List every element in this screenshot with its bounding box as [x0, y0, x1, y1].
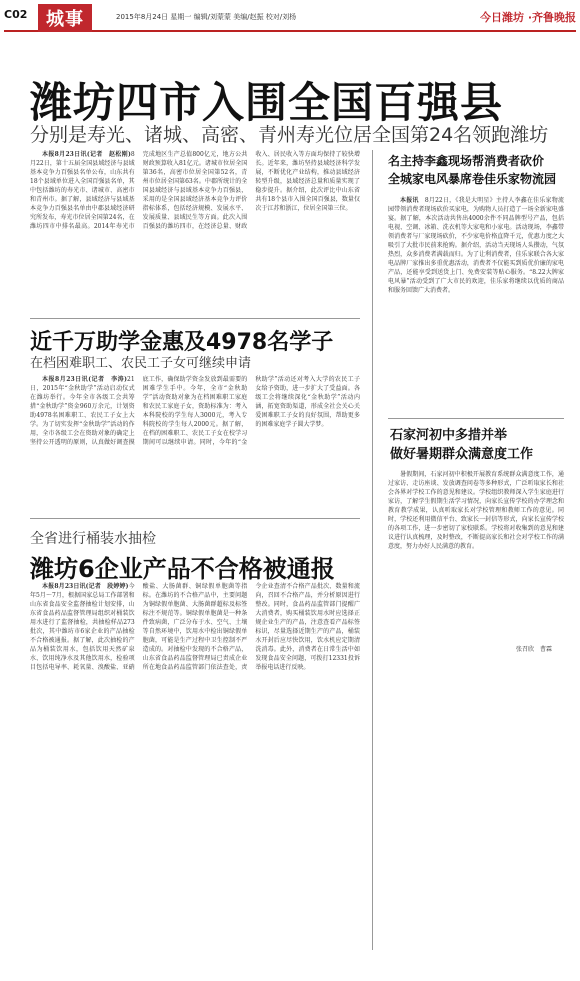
divider [30, 518, 360, 519]
top-story-body: 本报8月23日讯(记者 赵松刚)8月22日，第十五届全国县域经济与县域基本竞争力百强县名单公布，山东共有18个县域单位进入全国百强县名单，其中包括潍坊的寿光市、诸城市、高密市和青州市。据了解，县域经济与县域基本竞争力百强县名单由中郡县域经济研究所发布，寿光市位居全国第24名，在潍坊四市中排名最高。2014年寿光市完成地区生产总值800亿元，地方公共财政预算收入81亿元。诸城市位居全国第36名，高密市位居全国第52名，青州市位居全国第63名。中郡所统计的全国县域经济与县域基本竞争力百强县，采用的是全国县域经济基本竞争力评价指标体系，包括经济规模、发展水平、发展质量、县域民生等方面。此次入围百强县的潍坊四市，在经济总量、财政收入、居民收入等方面均保持了较快增长。近年来，潍坊坚持县域经济科学发展，不断优化产业结构，推动县域经济转型升级，县域经济总量和质量实现了稳步提升。据介绍，此次评比中山东省共有18个县市入围全国百强县，数量仅次于江苏和浙江，位居全国第三位。 [30, 151, 360, 230]
left-story-body: 本报8月23日讯(记者 李涛)21日，2015年“金秋助学”活动启动仪式在潍坊举行。今年全市各级工会共筹措“金秋助学”资金960万余元，计划资助4978名困难职工、农民工子女上大学。为了切实发挥“金秋助学”活动的作用，全市各级工会在资助对象的确定上坚持公开透明的原则，认真做好调查摸底工作，确保助学资金发放到最需要的困难学生手中。今年，全市“金秋助学”活动资助对象为在档困难职工家庭和农民工家庭子女，资助标准为：考入本科院校的学生每人3000元，考入专科院校的学生每人2000元。据了解，在档的困难职工、农民工子女在校学习期间可以继续申请。同时，今年的“金秋助学”活动还对考入大学的农民工子女给予资助，进一步扩大了受益面。各级工会将继续深化“金秋助学”活动内涵，拓宽资助渠道，形成全社会关心关爱困难职工子女的良好氛围，帮助更多的困难家庭学子圆大学梦。 [30, 376, 360, 446]
bottom-kicker: 全省进行桶装水抽检 [30, 531, 156, 547]
right-headline-2: 石家河初中多措并举 [390, 428, 508, 443]
masthead [4, 4, 576, 32]
left-story-byline: 本报8月23日讯(记者 李涛) [42, 376, 128, 383]
bottom-story-body: 本报8月23日讯(记者 段婷婷)今年5月～7月，根据国家总局工作部署和山东省食品安全监督抽检计划安排，山东省食品药品监督管理局组织对桶装饮用水进行了监督抽检，共抽检样品273批次，其中潍坊市6家企业的产品抽检不合格被通报。据了解，此次抽检的产品为桶装饮用水，包括饮用天然矿泉水、饮用纯净水及其他饮用水，检验项目包括电导率、耗氧量、溴酸盐、亚硝酸盐、大肠菌群、铜绿假单胞菌等指标。在潍坊的不合格产品中，主要问题为铜绿假单胞菌、大肠菌群超标及标签标注不规范等。铜绿假单胞菌是一种条件致病菌，广泛分布于水、空气、土壤等自然环境中，饮用水中检出铜绿假单胞菌，可能是生产过程中卫生控制不严造成的。对抽检中发现的不合格产品，山东省食品药品监督管理局已责成企业所在地食品药品监管部门依法查处，责令企业查清不合格产品批次、数量和流向，召回不合格产品，并分析原因进行整改。同时，食品药品监管部门提醒广大消费者，购买桶装饮用水时应选择正规企业生产的产品，注意查看产品标签标识，尽量选择近期生产的产品，桶装水开封后应尽快饮用，饮水机应定期清洗消毒。此外，消费者在日常生活中如发现食品安全问题，可拨打12331投诉举报电话进行反映。 [30, 583, 360, 671]
right-story1-body: 本报讯 8月22日，《我是大明星》主持人李鑫在佳乐家物流园带领消费者现场砍价买家电，为购物人员打造了一场全新家电盛宴。据了解，本次活动共售出4000余件不同品牌型号产品，包括电视、空调、冰箱、洗衣机等大家电和小家电。活动现场，李鑫带领消费者与厂家现场砍价，不少家电价格直降千元，优惠力度之大吸引了大批市民前来抢购。据介绍，活动当天现场人头攒动，气氛热烈，众多消费者满载而归。为了让利消费者，佳乐家联合各大家电品牌厂家推出多重优惠活动，消费者不仅能买到质优价廉的家电产品，还能享受到送货上门、免费安装等贴心服务。“8.22大牌家电风暴”活动受到了广大市民的欢迎，佳乐家将继续以优质的商品和服务回馈广大消费者。 [388, 197, 564, 294]
right-subhead-2: 做好暑期群众满意度工作 [390, 447, 534, 462]
top-headline: 潍坊四市入围全国百强县 [30, 78, 504, 127]
left-headline: 近千万助学金惠及4978名学子 [30, 330, 334, 355]
top-subhead: 分别是寿光、诸城、高密、青州寿光位居全国第24名领跑潍坊 [30, 124, 549, 146]
right-kicker: 名主持李鑫现场帮消费者砍价 [388, 154, 545, 168]
column-divider [372, 150, 373, 950]
bottom-story-byline: 本报8月23日讯(记者 段婷婷) [42, 583, 129, 590]
right-story2-body: 暑假期间，石家河初中积极开展教育系统群众满意度工作，通过家访、走访座谈、发放调查问卷等多种形式，广泛听取家长和社会各界对学校工作的意见和建议。学校组织教师深入学生家庭进行家访，了解学生假期生活学习情况，向家长宣传学校的办学理念和教育教学成果，认真听取家长对学校管理和教师工作的意见。同时，学校还利用微信平台、致家长一封信等形式，向家长宣传学校的各项工作，进一步密切了家校联系。学校将对收集到的意见和建议进行认真梳理，及时整改，不断提高家长和社会对学校工作的满意度，努力办好人民满意的教育。 [388, 471, 564, 550]
right-headline-1: 全城家电风暴席卷佳乐家物流园 [388, 172, 557, 186]
divider [388, 418, 564, 419]
right-story1-byline: 本报讯 [400, 197, 419, 204]
page-number: C02 [4, 8, 28, 21]
newspaper-brand: 今日潍坊 ·齐鲁晚报 [479, 11, 576, 24]
edition-meta: 2015年8月24日 星期一 编辑/刘蒙蒙 美编/赵振 校对/刘杨 [116, 13, 297, 21]
top-story-byline: 本报8月23日讯(记者 赵松刚) [42, 151, 131, 158]
bottom-headline: 潍坊6企业产品不合格被通报 [30, 555, 335, 583]
divider [30, 318, 360, 319]
section-label: 城事 [38, 4, 92, 32]
reporter-credit: 张召欣 曹霖 [516, 646, 553, 653]
left-subhead: 在档困难职工、农民工子女可继续申请 [30, 356, 252, 371]
